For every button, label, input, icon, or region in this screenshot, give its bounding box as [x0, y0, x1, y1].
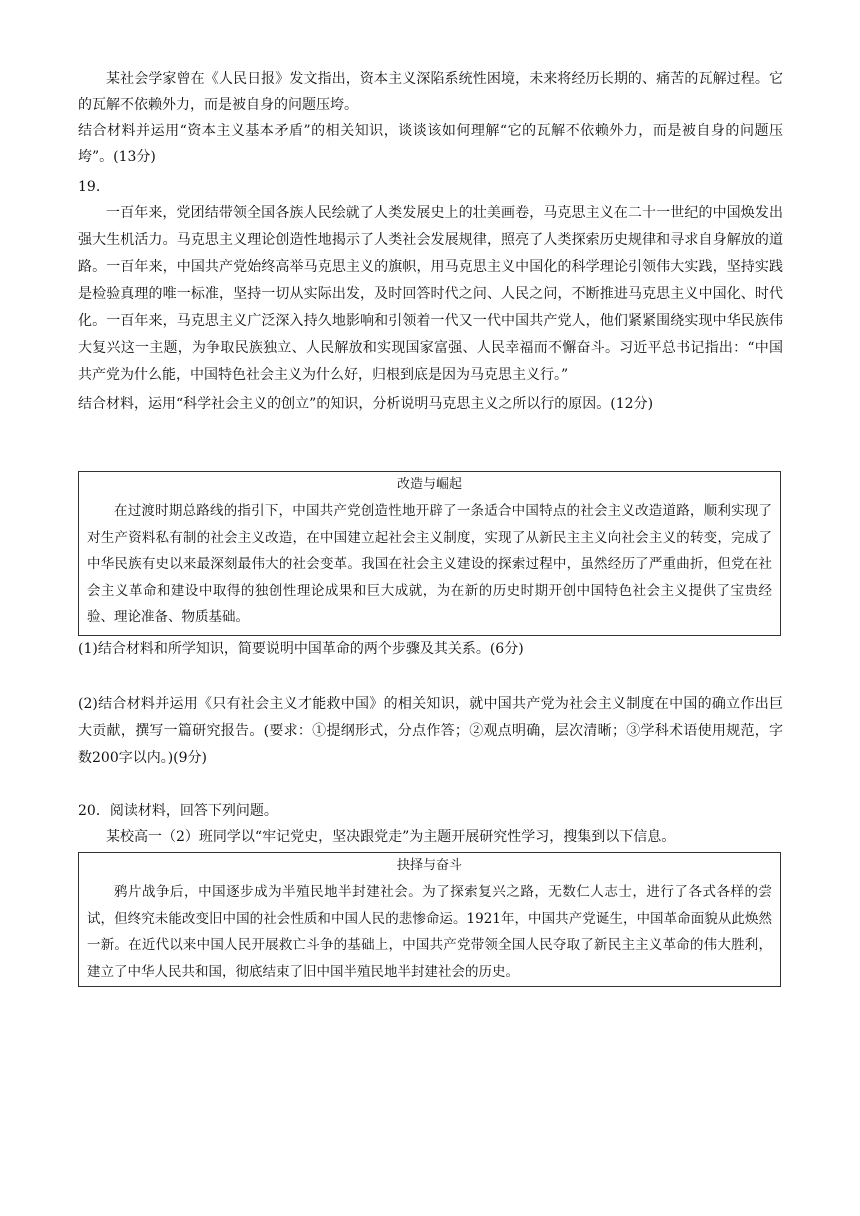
- subquestion-1-text: (1)结合材料和所学知识，简要说明中国革命的两个步骤及其关系。(6分): [78, 641, 524, 657]
- material-box-choice: [78, 852, 781, 987]
- box-body: 在过渡时期总路线的指引下，中国共产党创造性地开辟了一条适合中国特点的社会主义改造道路，顺利实现了对生产资料私有制的社会主义改造，在中国建立起社会主义制度，实现了从新民主主义向社会主义的转变，完成了中华民族有史以来最深刻最伟大的社会变革。我国在社会主义建设的探索过程中，虽然经历了严重曲折，但党在社会主义革命和建设中取得的独创性理论成果和巨大成就，为在新的历史时期开创中国特色社会主义提供了宝贵经验、理论准备、物质基础。: [87, 503, 772, 625]
- q20-heading: 20．阅读材料，回答下列问题。: [78, 803, 278, 819]
- q19-number: 19.: [78, 179, 101, 195]
- q20-block: [78, 798, 783, 850]
- subquestion-1: [78, 636, 783, 662]
- box-body: 鸦片战争后，中国逐步成为半殖民地半封建社会。为了探索复兴之路，无数仁人志士，进行了各式各样的尝试，但终究未能改变旧中国的社会性质和中国人民的悲惨命运。1921年，中国共产党诞生，中国革命面貌从此焕然一新。在近代以来中国人民开展救亡斗争的基础上，中国共产党带领全国人民夺取了新民主主义革命的伟大胜利，建立了中华人民共和国，彻底结束了旧中国半殖民地半封建社会的历史。: [87, 884, 772, 980]
- material-box-transformation: [78, 471, 781, 636]
- q20-intro: 某校高一（2）班同学以“牢记党史，坚决跟党走”为主题开展研究性学习，搜集到以下信息。: [106, 829, 676, 845]
- q19-question: 结合材料，运用“科学社会主义的创立”的知识，分析说明马克思主义之所以行的原因。(12分): [78, 396, 654, 412]
- q18-block: [78, 66, 783, 170]
- subquestion-2-text: (2)结合材料并运用《只有社会主义才能救中国》的相关知识，就中国共产党为社会主义制度在中国的确立作出巨大贡献，撰写一篇研究报告。(要求：①提纲形式，分点作答；②观点明确，层次清晰；③学科术语使用规范，字数200字以内。)(9分): [78, 696, 783, 766]
- subquestion-2: [78, 691, 783, 772]
- box-title: 抉择与奋斗: [396, 858, 462, 873]
- box-title: 改造与崛起: [396, 477, 462, 492]
- q19-material: 一百年来，党团结带领全国各族人民绘就了人类发展史上的壮美画卷，马克思主义在二十一世纪的中国焕发出强大生机活力。马克思主义理论创造性地揭示了人类社会发展规律，照亮了人类探索历史规律和寻求自身解放的道路。一百年来，中国共产党始终高举马克思主义的旗帜，用马克思主义中国化的科学理论引领伟大实践，坚持实践是检验真理的唯一标准，坚持一切从实际出发，及时回答时代之问、人民之问，不断推进马克思主义中国化、时代化。一百年来，马克思主义广泛深入持久地影响和引领着一代又一代中国共产党人，他们紧紧围绕实现中华民族伟大复兴这一主题，为争取民族独立、人民解放和实现国家富强、人民幸福而不懈奋斗。习近平总书记指出：“中国共产党为什么能，中国特色社会主义为什么好，归根到底是因为马克思主义行。”: [78, 205, 783, 383]
- q19-block: [78, 174, 783, 417]
- q18-question: 结合材料并运用“资本主义基本矛盾”的相关知识，谈谈该如何理解“它的瓦解不依赖外力，而是被自身的问题压垮”。(13分): [78, 123, 783, 165]
- q18-material: 某社会学家曾在《人民日报》发文指出，资本主义深陷系统性困境，未来将经历长期的、痛苦的瓦解过程。它的瓦解不依赖外力，而是被自身的问题压垮。: [78, 71, 783, 113]
